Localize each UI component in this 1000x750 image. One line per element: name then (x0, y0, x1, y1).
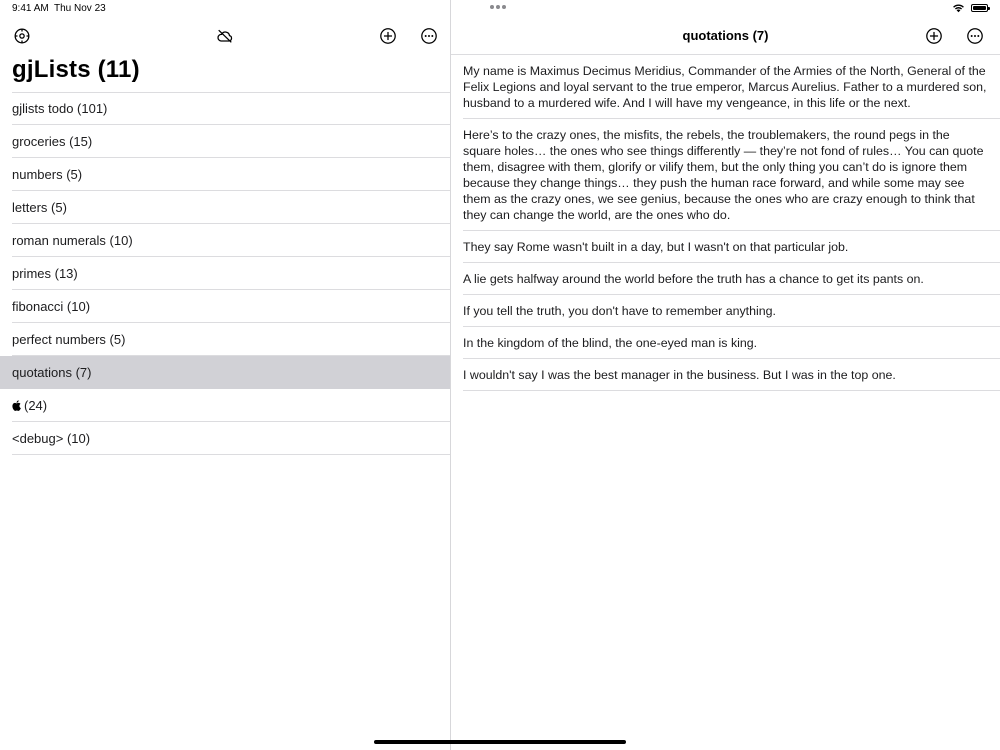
list-item[interactable]: groceries (15) (0, 125, 450, 158)
more-options-button[interactable] (419, 26, 439, 46)
detail-title: quotations (7) (682, 28, 769, 43)
detail-pane (451, 0, 1000, 750)
list-item-selected[interactable]: quotations (7) (0, 356, 450, 389)
quotes-list (451, 55, 1000, 391)
quote-item[interactable]: They say Rome wasn't built in a day, but I wasn't on that particular job. (451, 231, 1000, 263)
quote-item[interactable]: I wouldn't say I was the best manager in the business. But I was in the top one. (451, 359, 1000, 391)
page-title: gjLists (11) (12, 56, 140, 83)
quote-item[interactable]: Here’s to the crazy ones, the misfits, the rebels, the troublemakers, the round pegs in the square holes… the ones who see things differently — they’re not fond of rules… You can quote them, disagree with them, glorify or vilify them, but the only thing you can’t do is ignore them because they change things… they push the human race forward, and while some may see them as the crazy ones, we see genius, because the ones who are crazy enough to think that they can change the world, are the ones who do. (451, 119, 1000, 231)
lists-list (0, 92, 450, 455)
quote-item[interactable]: If you tell the truth, you don't have to remember anything. (451, 295, 1000, 327)
list-item[interactable]: numbers (5) (0, 158, 450, 191)
quote-item[interactable]: A lie gets halfway around the world before the truth has a chance to get its pants on. (451, 263, 1000, 295)
apple-logo-icon (12, 400, 21, 411)
quote-item[interactable]: In the kingdom of the blind, the one-eyed man is king. (451, 327, 1000, 359)
list-item[interactable]: <debug> (10) (0, 422, 450, 455)
status-time: 9:41 AM (12, 3, 49, 14)
list-item[interactable]: fibonacci (10) (0, 290, 450, 323)
add-item-button[interactable] (924, 26, 944, 46)
status-date: Thu Nov 23 (54, 3, 106, 14)
home-indicator[interactable] (374, 740, 626, 744)
settings-icon[interactable] (12, 26, 32, 46)
sidebar (0, 0, 450, 750)
list-item[interactable]: (24) (0, 389, 450, 422)
add-list-button[interactable] (378, 26, 398, 46)
quote-item[interactable]: My name is Maximus Decimus Meridius, Commander of the Armies of the North, General of the Felix Legions and loyal servant to the true emperor, Marcus Aurelius. Father to a murdered son, husband to a murdered wife. And I will have my vengeance, in this life or the next. (451, 55, 1000, 119)
detail-more-options-button[interactable] (965, 26, 985, 46)
list-item[interactable]: primes (13) (0, 257, 450, 290)
list-item[interactable]: roman numerals (10) (0, 224, 450, 257)
list-item[interactable]: letters (5) (0, 191, 450, 224)
list-item[interactable]: perfect numbers (5) (0, 323, 450, 356)
cloud-off-icon[interactable] (215, 26, 235, 46)
list-item[interactable]: gjlists todo (101) (0, 92, 450, 125)
